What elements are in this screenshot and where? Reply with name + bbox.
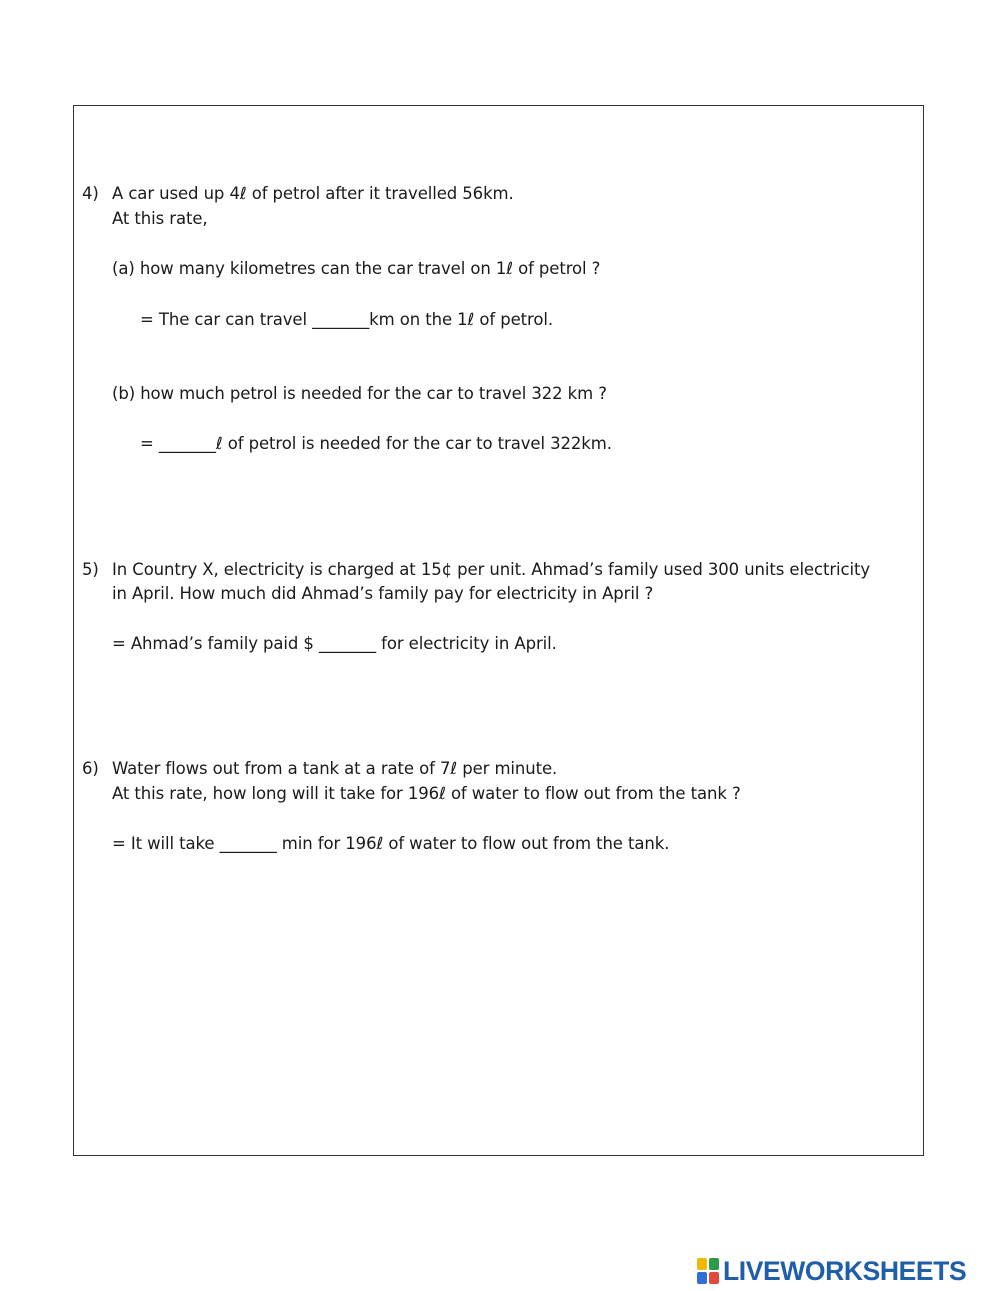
question-6-line-1: Water flows out from a tank at a rate of 7ℓ per minute.: [112, 759, 558, 778]
question-6-line-2: At this rate, how long will it take for 196ℓ of water to flow out from the tank ?: [112, 784, 741, 803]
question-5-number: 5): [82, 560, 99, 579]
question-6-number: 6): [82, 759, 99, 778]
logo-square-icon: [697, 1272, 707, 1284]
question-5-line-2: in April. How much did Ahmad’s family pay for electricity in April ?: [112, 584, 654, 603]
logo-square-icon: [709, 1272, 719, 1284]
liveworksheets-logo-icon: [697, 1258, 719, 1284]
question-5-line-1: In Country X, electricity is charged at 15¢ per unit. Ahmad’s family used 300 units electricity: [112, 560, 870, 579]
question-5-answer[interactable]: = Ahmad’s family paid $ _______ for electricity in April.: [112, 634, 557, 653]
brand-name: LIVEWORKSHEETS: [723, 1255, 967, 1286]
question-4b-text: (b) how much petrol is needed for the car to travel 322 km ?: [112, 384, 607, 403]
question-4a-text: (a) how many kilometres can the car travel on 1ℓ of petrol ?: [112, 259, 601, 278]
question-4-line-2: At this rate,: [112, 209, 208, 228]
logo-square-icon: [709, 1258, 719, 1270]
question-4-number: 4): [82, 184, 99, 203]
question-4a-answer[interactable]: = The car can travel _______km on the 1ℓ of petrol.: [140, 310, 553, 329]
logo-square-icon: [697, 1258, 707, 1270]
liveworksheets-logo: [697, 1254, 966, 1288]
question-6-answer[interactable]: = It will take _______ min for 196ℓ of water to flow out from the tank.: [112, 834, 670, 853]
question-4-line-1: A car used up 4ℓ of petrol after it travelled 56km.: [112, 184, 514, 203]
question-4b-answer[interactable]: = _______ℓ of petrol is needed for the car to travel 322km.: [140, 434, 612, 453]
